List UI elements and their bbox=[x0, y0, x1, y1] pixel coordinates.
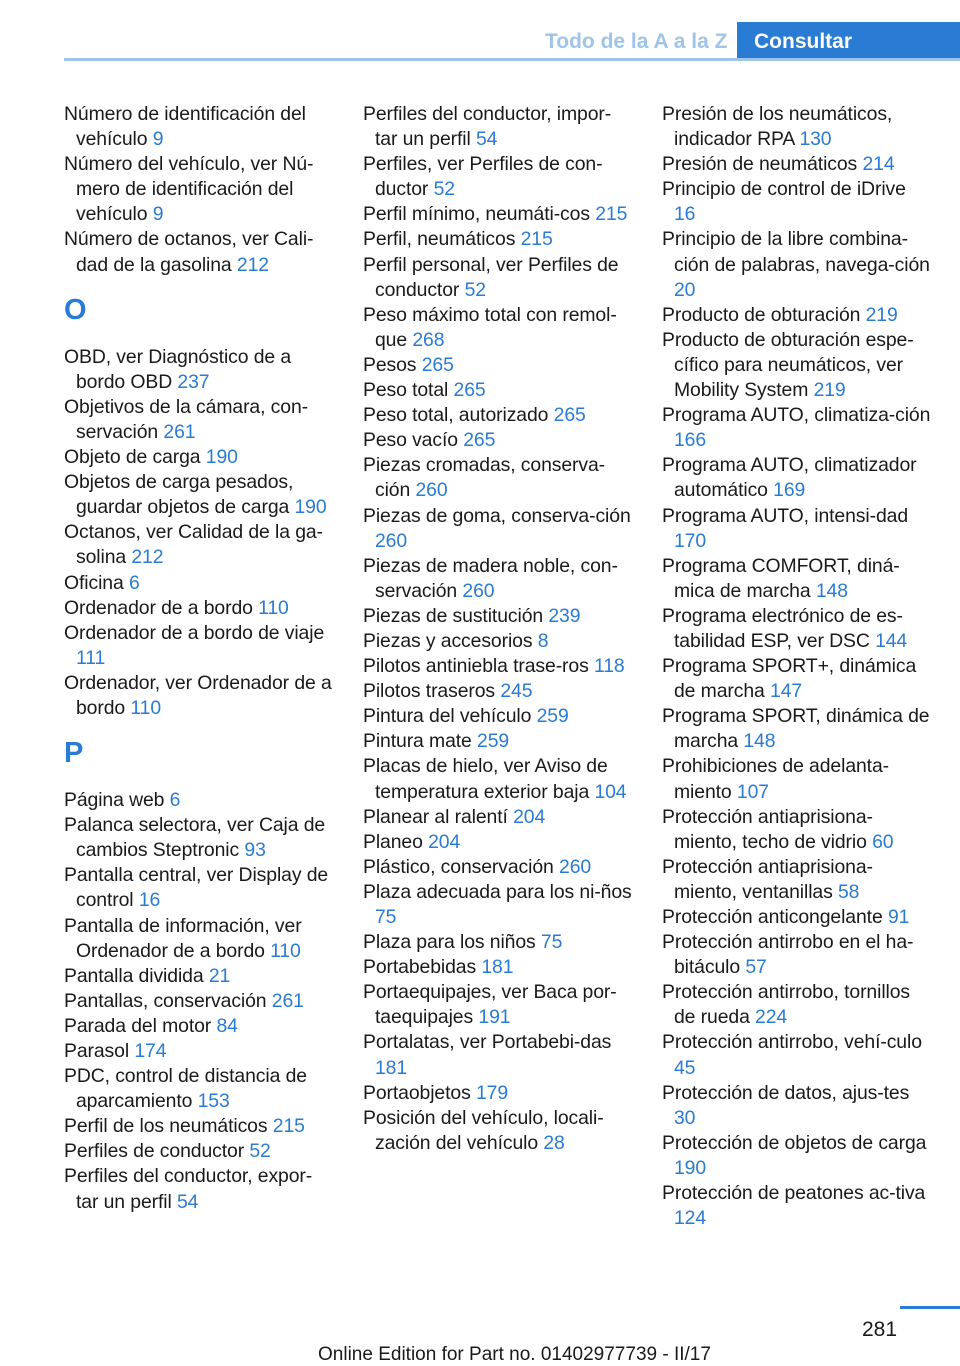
index-entry bbox=[363, 754, 633, 804]
page-reference-link[interactable]: 6 bbox=[128, 571, 140, 594]
index-entry bbox=[363, 930, 633, 955]
page-reference-link[interactable]: 104 bbox=[594, 780, 627, 803]
entry-term: Parasol bbox=[64, 1040, 130, 1062]
page-reference-link[interactable]: 190 bbox=[294, 496, 327, 519]
index-entry bbox=[64, 1114, 334, 1139]
index-entry bbox=[662, 754, 932, 804]
entry-term: Objetivos de la cámara, con-servación bbox=[64, 395, 309, 443]
page-reference-link[interactable]: 9 bbox=[152, 203, 164, 226]
index-entry bbox=[64, 813, 334, 863]
index-entry bbox=[363, 303, 633, 353]
page-reference-link[interactable]: 45 bbox=[674, 1056, 696, 1079]
index-entry bbox=[363, 629, 633, 654]
page-reference-link[interactable]: 130 bbox=[799, 128, 832, 151]
page-reference-link[interactable]: 107 bbox=[736, 780, 769, 803]
entry-term: Principio de la libre combina-ción de palabras, navega-ción bbox=[662, 228, 930, 276]
entry-term: Parada del motor bbox=[64, 1014, 212, 1037]
index-entry bbox=[64, 152, 334, 227]
page-reference-link[interactable]: 212 bbox=[236, 253, 269, 276]
index-entry bbox=[662, 227, 932, 302]
index-entry bbox=[363, 403, 633, 428]
page-reference-link[interactable]: 204 bbox=[428, 830, 461, 853]
page-reference-link[interactable]: 181 bbox=[375, 1056, 408, 1079]
entry-term: Piezas cromadas, conserva-ción bbox=[363, 454, 606, 502]
index-entry bbox=[662, 1081, 932, 1131]
index-entry bbox=[64, 470, 334, 520]
page-reference-link[interactable]: 57 bbox=[745, 956, 767, 979]
index-entry bbox=[363, 604, 633, 629]
page-reference-link[interactable]: 190 bbox=[674, 1156, 707, 1179]
page-reference-link[interactable]: 224 bbox=[755, 1006, 788, 1029]
entry-term: Portalatas, ver Portabebi-das bbox=[363, 1031, 612, 1054]
index-entry bbox=[662, 980, 932, 1030]
index-entry bbox=[64, 596, 334, 621]
page-reference-link[interactable]: 268 bbox=[412, 328, 445, 351]
entry-term: Portaobjetos bbox=[363, 1081, 471, 1104]
page-reference-link[interactable]: 75 bbox=[375, 906, 397, 928]
entry-term: Producto de obturación bbox=[662, 303, 861, 326]
page-reference-link[interactable]: 261 bbox=[163, 420, 196, 443]
page-reference-link[interactable]: 265 bbox=[553, 404, 586, 427]
entry-term: Perfiles del conductor, expor-tar un perfil bbox=[64, 1165, 313, 1213]
entry-term: Pantalla dividida bbox=[64, 964, 204, 987]
index-entry bbox=[64, 1039, 334, 1064]
entry-term: Piezas de madera noble, con-servación bbox=[363, 554, 618, 602]
page-reference-link[interactable]: 259 bbox=[536, 705, 569, 728]
entry-term: Protección antirrobo en el ha-bitáculo bbox=[662, 931, 914, 979]
entry-term: OBD, ver Diagnóstico de a bordo OBD bbox=[64, 345, 292, 393]
entry-term: Plaza adecuada para los ni-ños bbox=[363, 880, 632, 903]
entry-term: Programa SPORT, dinámica de marcha bbox=[662, 705, 930, 753]
index-entry bbox=[363, 378, 633, 403]
index-entry bbox=[64, 520, 334, 570]
index-entry bbox=[64, 227, 334, 277]
entry-term: Planeo bbox=[363, 830, 423, 853]
index-entry bbox=[662, 504, 932, 554]
entry-term: Posición del vehículo, locali-zación del vehículo bbox=[363, 1106, 604, 1154]
index-entry bbox=[363, 980, 633, 1030]
entry-term: Programa AUTO, intensi-dad bbox=[662, 504, 909, 527]
entry-term: Pilotos traseros bbox=[363, 680, 496, 703]
page-reference-link[interactable]: 265 bbox=[421, 353, 454, 376]
page-reference-link[interactable]: 148 bbox=[743, 730, 776, 753]
index-entry bbox=[64, 989, 334, 1014]
index-entry bbox=[64, 1064, 334, 1114]
index-entry bbox=[662, 805, 932, 855]
index-entry bbox=[363, 805, 633, 830]
entry-term: Pantalla de información, ver Ordenador de a bordo bbox=[64, 914, 302, 962]
entry-term: Portaequipajes, ver Baca por-taequipajes bbox=[363, 981, 617, 1029]
index-entry bbox=[363, 830, 633, 855]
page-reference-link[interactable]: 58 bbox=[838, 880, 860, 903]
entry-term: Programa COMFORT, diná-mica de marcha bbox=[662, 554, 900, 602]
entry-term: Plástico, conservación bbox=[363, 855, 554, 878]
index-entry bbox=[363, 729, 633, 754]
page-reference-link[interactable]: 166 bbox=[674, 429, 707, 452]
index-entry bbox=[64, 102, 334, 152]
index-entry bbox=[662, 554, 932, 604]
page-reference-link[interactable]: 215 bbox=[272, 1115, 305, 1138]
page-reference-link[interactable]: 265 bbox=[463, 429, 496, 452]
entry-term: Oficina bbox=[64, 571, 124, 594]
edition-note: Online Edition for Part no. 01402977739 - II/17 bbox=[318, 1344, 711, 1365]
entry-term: Peso vacío bbox=[363, 429, 458, 452]
page-reference-link[interactable]: 219 bbox=[865, 303, 898, 326]
page-reference-link[interactable]: 110 bbox=[258, 596, 289, 619]
entry-term: Perfiles del conductor, impor-tar un perfil bbox=[363, 103, 612, 151]
entry-term: Protección de datos, ajus-tes bbox=[662, 1081, 910, 1104]
page-reference-link[interactable]: 261 bbox=[271, 989, 304, 1012]
page-reference-link[interactable]: 204 bbox=[513, 805, 546, 828]
page-reference-link[interactable]: 259 bbox=[477, 730, 510, 753]
entry-term: Pintura del vehículo bbox=[363, 705, 532, 728]
index-entry bbox=[662, 152, 932, 177]
index-entry bbox=[363, 855, 633, 880]
index-entry bbox=[363, 1030, 633, 1080]
index-entry bbox=[662, 1131, 932, 1181]
index-entry bbox=[662, 1030, 932, 1080]
index-entry bbox=[662, 905, 932, 930]
page-reference-link[interactable]: 144 bbox=[875, 629, 908, 652]
entry-term: Presión de neumáticos bbox=[662, 153, 858, 176]
page-reference-link[interactable]: 21 bbox=[208, 964, 231, 987]
index-entry bbox=[662, 704, 932, 754]
index-entry bbox=[363, 880, 633, 930]
page-reference-link[interactable]: 16 bbox=[674, 203, 696, 226]
entry-term: Peso total bbox=[363, 379, 449, 402]
entry-term: Peso total, autorizado bbox=[363, 404, 549, 427]
entry-term: Objetos de carga pesados, guardar objetos de carga bbox=[64, 471, 294, 519]
page-reference-link[interactable]: 91 bbox=[887, 906, 910, 928]
page-reference-link[interactable]: 110 bbox=[130, 696, 162, 719]
page-reference-link[interactable]: 54 bbox=[177, 1190, 199, 1213]
index-entry bbox=[64, 445, 334, 470]
entry-term: Palanca selectora, ver Caja de cambios Steptronic bbox=[64, 814, 326, 862]
page-reference-link[interactable]: 54 bbox=[476, 128, 498, 151]
entry-term: Peso máximo total con remol-que bbox=[363, 303, 617, 351]
page-reference-link[interactable]: 239 bbox=[548, 604, 581, 627]
index-entry bbox=[662, 1181, 932, 1231]
index-entry bbox=[662, 654, 932, 704]
index-column-2 bbox=[363, 102, 633, 1156]
index-entry bbox=[662, 604, 932, 654]
page-reference-link[interactable]: 153 bbox=[197, 1090, 230, 1113]
index-entry bbox=[64, 571, 334, 596]
page-reference-link[interactable]: 118 bbox=[594, 655, 625, 678]
entry-term: Pesos bbox=[363, 353, 417, 376]
page-reference-link[interactable]: 52 bbox=[464, 278, 486, 301]
entry-term: Piezas de sustitución bbox=[363, 604, 544, 627]
index-entry bbox=[64, 1139, 334, 1164]
entry-term: Ordenador, ver Ordenador de a bordo bbox=[64, 671, 332, 719]
entry-term: Presión de los neumáticos, indicador RPA bbox=[662, 103, 893, 151]
index-entry bbox=[662, 453, 932, 503]
index-entry bbox=[363, 1106, 633, 1156]
entry-term: Protección de objetos de carga bbox=[662, 1131, 927, 1154]
entry-term: Piezas y accesorios bbox=[363, 629, 533, 652]
page-reference-link[interactable]: 260 bbox=[559, 855, 592, 878]
page-reference-link[interactable]: 260 bbox=[462, 579, 495, 602]
section-letter: O bbox=[64, 293, 87, 326]
entry-term: PDC, control de distancia de aparcamiento bbox=[64, 1065, 307, 1113]
entry-term: Pantalla central, ver Display de control bbox=[64, 864, 329, 912]
page-reference-link[interactable]: 260 bbox=[375, 529, 408, 552]
entry-term: Ordenador de a bordo de viaje bbox=[64, 621, 325, 644]
page-reference-link[interactable]: 215 bbox=[520, 228, 553, 251]
entry-term: Protección antiaprisiona-miento, ventanillas bbox=[662, 855, 873, 903]
entry-term: Programa AUTO, climatiza-ción bbox=[662, 404, 931, 427]
page-reference-link[interactable]: 170 bbox=[674, 529, 707, 552]
page-reference-link[interactable]: 215 bbox=[595, 203, 628, 226]
entry-term: Portabebidas bbox=[363, 956, 477, 979]
entry-term: Principio de control de iDrive bbox=[662, 178, 906, 201]
entry-term: Objeto de carga bbox=[64, 446, 201, 469]
index-entry bbox=[363, 152, 633, 202]
page-reference-link[interactable]: 181 bbox=[481, 956, 514, 979]
entry-term: Perfil mínimo, neumáti-cos bbox=[363, 203, 590, 226]
entry-term: Prohibiciones de adelanta-miento bbox=[662, 755, 890, 803]
entry-term: Planear al ralentí bbox=[363, 805, 508, 828]
page-reference-link[interactable]: 8 bbox=[537, 629, 549, 652]
page-reference-link[interactable]: 260 bbox=[415, 479, 448, 502]
index-column-1 bbox=[64, 102, 334, 1215]
page-reference-link[interactable]: 169 bbox=[773, 479, 806, 502]
page-reference-link[interactable]: 148 bbox=[815, 579, 848, 602]
page-reference-link[interactable]: 20 bbox=[674, 278, 696, 301]
index-entry bbox=[662, 303, 932, 328]
page-reference-link[interactable]: 219 bbox=[813, 379, 846, 402]
index-entry bbox=[64, 621, 334, 671]
index-entry bbox=[662, 328, 932, 403]
entry-term: Número de octanos, ver Cali-dad de la gasolina bbox=[64, 228, 314, 276]
entry-term: Protección antirrobo, tornillos de rueda bbox=[662, 981, 911, 1029]
section-letter: P bbox=[64, 737, 84, 770]
page-reference-link[interactable]: 214 bbox=[862, 153, 895, 176]
page-reference-link[interactable]: 174 bbox=[134, 1040, 167, 1062]
index-entry bbox=[363, 679, 633, 704]
page-reference-link[interactable]: 110 bbox=[270, 939, 301, 962]
tab-index-label: Todo de la A a la Z bbox=[545, 30, 728, 53]
page-reference-link[interactable]: 30 bbox=[674, 1106, 696, 1129]
index-entry bbox=[64, 671, 334, 721]
entry-term: Pilotos antiniebla trase-ros bbox=[363, 655, 589, 678]
page-reference-link[interactable]: 60 bbox=[872, 830, 894, 853]
entry-term: Piezas de goma, conserva-ción bbox=[363, 504, 631, 527]
index-entry bbox=[363, 253, 633, 303]
page-reference-link[interactable]: 111 bbox=[76, 646, 106, 669]
index-entry bbox=[64, 788, 334, 813]
index-entry bbox=[363, 554, 633, 604]
index-entry bbox=[363, 428, 633, 453]
index-entry bbox=[363, 504, 633, 554]
entry-term: Programa electrónico de es-tabilidad ESP, ver DSC bbox=[662, 604, 903, 652]
page-reference-link[interactable]: 147 bbox=[770, 680, 803, 703]
page-reference-link[interactable]: 84 bbox=[216, 1014, 238, 1037]
header-rule bbox=[64, 58, 960, 61]
entry-term: Pantallas, conservación bbox=[64, 989, 267, 1012]
index-entry bbox=[363, 227, 633, 252]
entry-term: Protección de peatones ac-tiva bbox=[662, 1182, 926, 1205]
index-entry bbox=[363, 453, 633, 503]
index-entry bbox=[64, 914, 334, 964]
page-reference-link[interactable]: 52 bbox=[433, 178, 455, 201]
page-reference-link[interactable]: 179 bbox=[475, 1081, 509, 1104]
page-reference-link[interactable]: 212 bbox=[131, 546, 164, 569]
entry-term: Placas de hielo, ver Aviso de temperatura exterior baja bbox=[363, 755, 608, 803]
page-reference-link[interactable]: 28 bbox=[543, 1131, 565, 1154]
entry-term: Programa AUTO, climatizador automático bbox=[662, 454, 917, 502]
index-column-3 bbox=[662, 102, 932, 1231]
entry-term: Programa SPORT+, dinámica de marcha bbox=[662, 655, 917, 703]
entry-term: Perfiles de conductor bbox=[64, 1140, 245, 1163]
page-reference-link[interactable]: 9 bbox=[152, 128, 164, 151]
page-reference-link[interactable]: 6 bbox=[169, 789, 181, 812]
entry-term: Ordenador de a bordo bbox=[64, 596, 253, 619]
index-entry bbox=[662, 930, 932, 980]
entry-term: Octanos, ver Calidad de la ga-solina bbox=[64, 521, 323, 569]
page-reference-link[interactable]: 190 bbox=[205, 446, 238, 469]
entry-term: Producto de obturación espe-cífico para neumáticos, ver Mobility System bbox=[662, 328, 914, 402]
index-entry bbox=[64, 863, 334, 913]
entry-term: Protección antiaprisiona-miento, techo de vidrio bbox=[662, 805, 873, 853]
index-entry bbox=[64, 1164, 334, 1214]
entry-term: Número de identificación del vehículo bbox=[64, 103, 306, 151]
index-entry bbox=[363, 353, 633, 378]
index-entry bbox=[363, 704, 633, 729]
index-entry bbox=[662, 855, 932, 905]
index-entry bbox=[363, 654, 633, 679]
footer-rule bbox=[900, 1306, 960, 1309]
tab-section-label: Consultar bbox=[737, 22, 960, 61]
index-entry bbox=[662, 177, 932, 227]
entry-term: Protección anticongelante bbox=[662, 906, 883, 928]
index-entry bbox=[662, 102, 932, 152]
page-reference-link[interactable]: 75 bbox=[540, 931, 563, 954]
entry-term: Perfiles, ver Perfiles de con-ductor bbox=[363, 153, 603, 201]
page-reference-link[interactable]: 245 bbox=[500, 680, 533, 703]
index-entry bbox=[363, 1081, 633, 1106]
index-entry bbox=[64, 964, 334, 989]
entry-term: Página web bbox=[64, 789, 165, 812]
page-reference-link[interactable]: 52 bbox=[249, 1140, 271, 1163]
page-reference-link[interactable]: 93 bbox=[244, 839, 266, 862]
entry-term: Número del vehículo, ver Nú-mero de identificación del vehículo bbox=[64, 153, 314, 226]
entry-term: Perfil personal, ver Perfiles de conductor bbox=[363, 253, 619, 301]
page-number: 281 bbox=[862, 1318, 898, 1341]
page-reference-link[interactable]: 191 bbox=[478, 1006, 511, 1029]
entry-term: Protección antirrobo, vehí-culo bbox=[662, 1031, 922, 1054]
entry-term: Pintura mate bbox=[363, 730, 472, 753]
index-entry bbox=[64, 345, 334, 395]
page-header bbox=[0, 0, 960, 62]
index-entry bbox=[363, 955, 633, 980]
entry-term: Perfil, neumáticos bbox=[363, 228, 516, 251]
index-entry bbox=[363, 102, 633, 152]
index-entry bbox=[662, 403, 932, 453]
index-entry bbox=[64, 1014, 334, 1039]
entry-term: Perfil de los neumáticos bbox=[64, 1115, 268, 1138]
page-reference-link[interactable]: 16 bbox=[138, 889, 161, 912]
page-reference-link[interactable]: 124 bbox=[674, 1207, 707, 1230]
index-entry bbox=[363, 202, 633, 227]
page-reference-link[interactable]: 237 bbox=[177, 370, 210, 393]
index-entry bbox=[64, 395, 334, 445]
entry-term: Plaza para los niños bbox=[363, 931, 536, 954]
page-reference-link[interactable]: 265 bbox=[453, 379, 486, 402]
